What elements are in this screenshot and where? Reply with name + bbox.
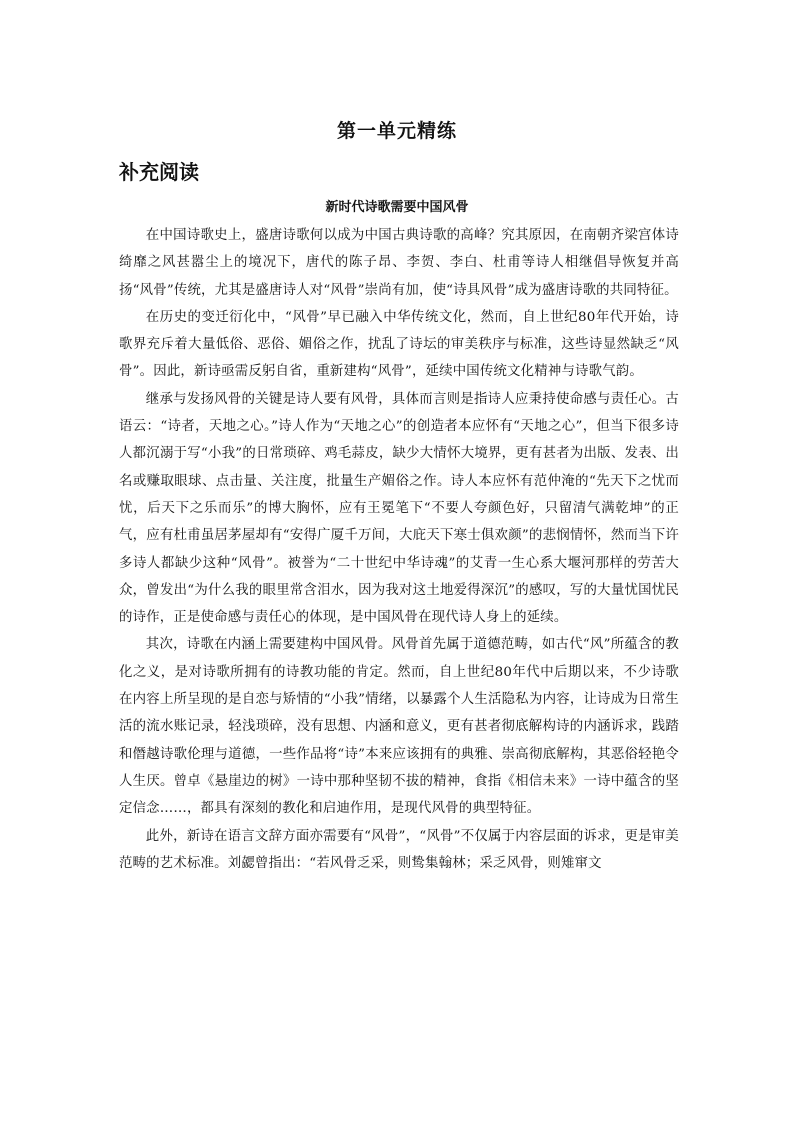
section-heading: 补充阅读 xyxy=(119,160,199,184)
page-title: 第一单元精练 xyxy=(336,120,457,142)
article-body xyxy=(119,222,679,877)
paragraph: 在历史的变迁衍化中，“风骨”早已融入中华传统文化，然而，自上世纪80年代开始，诗歌界充斥着大量低俗、恶俗、媚俗之作，扰乱了诗坛的审美秩序与标准，这些诗显然缺乏“风骨”。因此，新诗亟需反躬自省，重新建构“风骨”，延续中国传统文化精神与诗歌气韵。 xyxy=(119,309,679,380)
paragraph: 其次，诗歌在内涵上需要建构中国风骨。风骨首先属于道德范畴，如古代“风”所蕴含的教化之义，是对诗歌所拥有的诗教功能的肯定。然而，自上世纪80年代中后期以来，不少诗歌在内容上所呈现的是自恋与矫情的“小我”情绪，以暴露个人生活隐私为内容，让诗成为日常生活的流水账记录，轻浅琐碎，没有思想、内涵和意义，更有甚者彻底解构诗的内涵诉求，践踏和僭越诗歌伦理与道德，一些作品将“诗”本来应该拥有的典雅、崇高彻底解构，其恶俗轻艳令人生厌。曾卓《悬崖边的树》一诗中那种坚韧不拔的精神，食指《相信未来》一诗中蕴含的坚定信念……，都具有深刻的教化和启迪作用，是现代风骨的典型特征。 xyxy=(119,637,679,817)
paragraph: 此外，新诗在语言文辞方面亦需要有“风骨”，“风骨”不仅属于内容层面的诉求，更是审美范畴的艺术标准。刘勰曾指出：“若风骨乏采，则鸷集翰林；采乏风骨，则雉窜文 xyxy=(119,828,679,871)
paragraph: 继承与发扬风骨的关键是诗人要有风骨，具体而言则是指诗人应秉持使命感与责任心。古语云：“诗者，天地之心。”诗人作为“天地之心”的创造者本应怀有“天地之心”，但当下很多诗人都沉溺于写“小我”的日常琐碎、鸡毛蒜皮，缺少大情怀大境界，更有甚者为出版、发表、出名或赚取眼球、点击量、关注度，批量生产媚俗之作。诗人本应怀有范仲淹的“先天下之忧而忧，后天下之乐而乐”的博大胸怀，应有王冕笔下“不要人夸颜色好，只留清气满乾坤”的正气，应有杜甫虽居茅屋却有“安得广厦千万间，大庇天下寒士俱欢颜”的悲悯情怀，然而当下许多诗人都缺少这种“风骨”。被誉为“二十世纪中华诗魂”的艾青一生心系大堰河那样的劳苦大众，曾发出“为什么我的眼里常含泪水，因为我对这土地爱得深沉”的感叹，写的大量忧国忧民的诗作，正是使命感与责任心的体现，是中国风骨在现代诗人身上的延续。 xyxy=(119,391,679,626)
article-title: 新时代诗歌需要中国风骨 xyxy=(325,200,469,215)
paragraph: 在中国诗歌史上，盛唐诗歌何以成为中国古典诗歌的高峰？究其原因，在南朝齐梁宫体诗绮靡之风甚嚣尘上的境况下，唐代的陈子昂、李贺、李白、杜甫等诗人相继倡导恢复并高扬“风骨”传统，尤其是盛唐诗人对“风骨”崇尚有加，使“诗具风骨”成为盛唐诗歌的共同特征。 xyxy=(119,228,679,298)
